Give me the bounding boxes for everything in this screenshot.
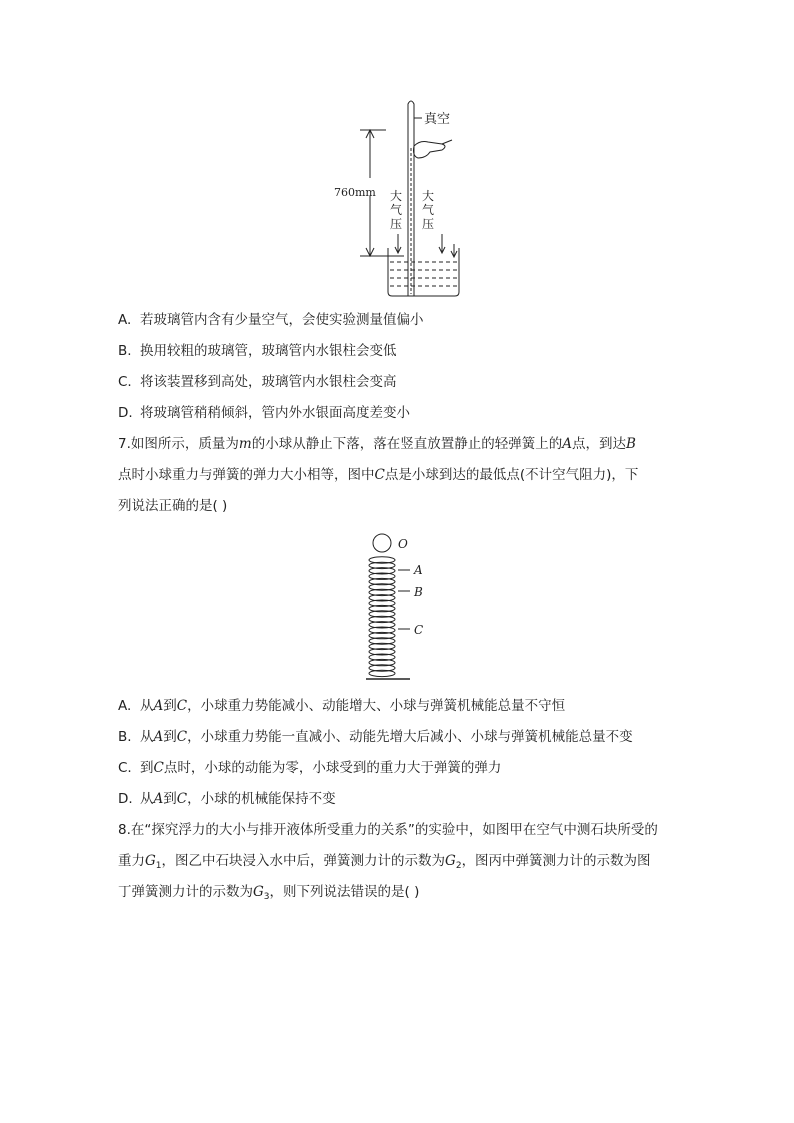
atm-left-3: 压 bbox=[390, 217, 403, 231]
option-letter: D. bbox=[118, 791, 133, 807]
q8-stem-line3 bbox=[118, 882, 419, 907]
q7-option-c bbox=[118, 758, 501, 778]
sub-2: 2 bbox=[455, 861, 462, 871]
var-a: A bbox=[562, 436, 572, 452]
option-text: 将玻璃管稍稍倾斜，管内外水银面高度差变小 bbox=[140, 405, 410, 421]
option-text: 将该装置移到高处，玻璃管内水银柱会变高 bbox=[140, 374, 397, 390]
stem-text: 丁弹簧测力计的示数为 bbox=[118, 884, 253, 900]
torricelli-figure bbox=[330, 96, 470, 301]
height-label: 760mm bbox=[334, 186, 376, 199]
option-text: 若玻璃管内含有少量空气，会使实验测量值偏小 bbox=[140, 312, 424, 328]
option-text: 从 bbox=[140, 698, 154, 714]
var: C bbox=[176, 791, 188, 807]
stem-text: ，图乙中石块浸入水中后，弹簧测力计的示数为 bbox=[161, 853, 446, 869]
label-a: A bbox=[414, 563, 423, 577]
stem-text: 重力 bbox=[118, 853, 145, 869]
var-m: m bbox=[238, 436, 252, 452]
vacuum-label: 真空 bbox=[424, 112, 451, 127]
q7-stem-line2 bbox=[118, 465, 638, 485]
q7-option-b bbox=[118, 727, 633, 747]
sub-1: 1 bbox=[155, 861, 162, 871]
spring-figure bbox=[362, 530, 452, 682]
option-text: ，小球的机械能保持不变 bbox=[187, 791, 336, 807]
label-c: C bbox=[414, 623, 424, 637]
atm-right-3: 压 bbox=[422, 217, 435, 231]
option-letter: C. bbox=[118, 760, 132, 776]
stem-text: ，图丙中弹簧测力计的示数为图 bbox=[461, 853, 651, 869]
atm-right-1: 大 bbox=[422, 189, 435, 203]
sub-3: 3 bbox=[263, 892, 270, 902]
option-text: 换用较粗的玻璃管，玻璃管内水银柱会变低 bbox=[140, 343, 397, 359]
var: C bbox=[176, 729, 188, 745]
q8-stem-line2 bbox=[118, 851, 651, 876]
q7-option-d bbox=[118, 789, 336, 809]
option-letter: B. bbox=[118, 343, 132, 359]
option-text: ，小球重力势能减小、动能增大、小球与弹簧机械能总量不守恒 bbox=[187, 698, 566, 714]
option-text: 到 bbox=[163, 729, 177, 745]
var-g1: G bbox=[145, 853, 156, 869]
stem-text: 点是小球到达的最低点(不计空气阻力)，下 bbox=[384, 467, 639, 483]
var-c: C bbox=[374, 467, 385, 483]
q7-stem-line3: 列说法正确的是( ) bbox=[118, 498, 228, 514]
stem-text: 的小球从静止下落，落在竖直放置静止的轻弹簧上的 bbox=[251, 436, 563, 452]
option-letter: D. bbox=[118, 405, 133, 421]
atm-left-1: 大 bbox=[390, 189, 403, 203]
var-g3: G bbox=[253, 884, 264, 900]
stem-text: 点时小球重力与弹簧的弹力大小相等，图中 bbox=[118, 467, 375, 483]
var: A bbox=[153, 791, 164, 807]
option-text: ，小球重力势能一直减小、动能先增大后减小、小球与弹簧机械能总量不变 bbox=[187, 729, 633, 745]
var: C bbox=[176, 698, 188, 714]
option-letter: A. bbox=[118, 698, 132, 714]
q6-option-d bbox=[118, 403, 410, 423]
option-text: 到 bbox=[163, 791, 177, 807]
q7-stem-line1 bbox=[118, 434, 636, 454]
option-text: 到 bbox=[163, 698, 177, 714]
var: A bbox=[153, 729, 164, 745]
stem-text: 7.如图所示，质量为 bbox=[118, 436, 239, 452]
option-text: 点时，小球的动能为零，小球受到的重力大于弹簧的弹力 bbox=[163, 760, 502, 776]
option-text: 从 bbox=[140, 729, 154, 745]
q7-option-a bbox=[118, 696, 565, 716]
var-g2: G bbox=[445, 853, 456, 869]
q6-option-b bbox=[118, 341, 397, 361]
option-letter: C. bbox=[118, 374, 132, 390]
label-o: O bbox=[398, 537, 408, 551]
option-text: 从 bbox=[140, 791, 154, 807]
q8-stem-line1: 8.在“探究浮力的大小与排开液体所受重力的关系”的实验中，如图甲在空气中测石块所受的 bbox=[118, 822, 658, 838]
label-b: B bbox=[414, 585, 423, 599]
option-text: 到 bbox=[140, 760, 154, 776]
var-b: B bbox=[625, 436, 636, 452]
atm-right-2: 气 bbox=[422, 203, 435, 217]
option-letter: B. bbox=[118, 729, 132, 745]
option-letter: A. bbox=[118, 312, 132, 328]
stem-text: ，则下列说法错误的是( ) bbox=[269, 884, 420, 900]
stem-text: 点，到达 bbox=[571, 436, 626, 452]
var: A bbox=[153, 698, 164, 714]
q6-option-a bbox=[118, 310, 424, 330]
var: C bbox=[153, 760, 164, 776]
q6-option-c bbox=[118, 372, 397, 392]
atm-left-2: 气 bbox=[390, 203, 403, 217]
